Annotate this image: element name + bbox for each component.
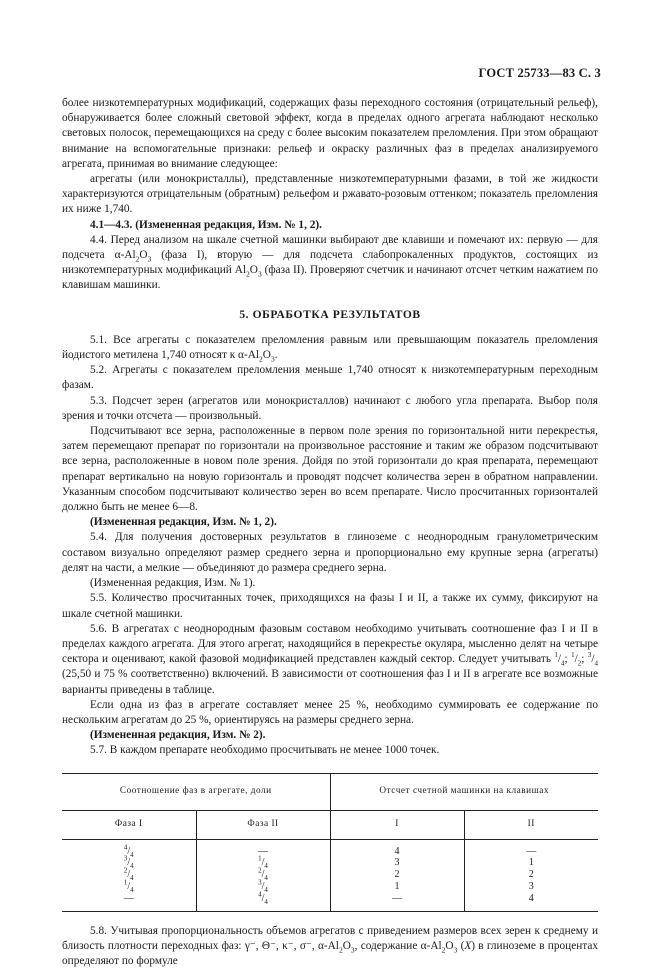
table-cell-phase-2 (196, 839, 330, 911)
text-run: (фаза I), вторую — для подсчета слабопрокаленных продуктов, состоящих из низкотемпературных модификаций Al (62, 249, 598, 277)
text-run: O (342, 939, 351, 952)
paragraph-5-7: 5.7. В каждом препарате необходимо просчитывать не менее 1000 точек. (90, 744, 440, 757)
denominator: 4 (264, 885, 268, 894)
list-item: — (123, 892, 134, 904)
text-run: 4.4. Перед анализом на шкале счетной машинки выбирают две клавиши и помечают их: первую — для подсчета α-Al (62, 233, 598, 262)
numerator: 4 (123, 843, 128, 852)
table-cell-count-2 (464, 839, 598, 911)
paragraph-5-1 (62, 333, 598, 363)
paragraph-5-2: 5.2. Агрегаты с показателем преломления меньше 1,740 относят к низкотемпературным переходным фазам. (62, 364, 598, 392)
table-header-key-1: I (330, 810, 464, 839)
fraction: $^2/_4$ (123, 866, 134, 883)
text-run: . (274, 349, 278, 362)
paragraph-5-4: 5.4. Для получения достоверных результатов в глиноземе с неоднородным гранулометрическим составом визуально определяют размер среднего зерна и пропорционально ему крупные зерна (агрегаты) делят на части, а мелкие — объединяют до размера среднего зерна. (62, 531, 598, 574)
list-item (63, 866, 195, 883)
text-run: O (445, 939, 454, 952)
text-run: 5.6. В агрегатах с неоднородным фазовым составом необходимо учитывать соотношение фаз I и II в пределах каждого агрегата. Для этого агрегат, находящийся в перекрестье окуляра, мысленно делят на четыре сектора и оценивают, какой фазовой модификацией представлен каждый сектор. Следует учитывать (62, 622, 598, 666)
text-run: O (139, 249, 148, 262)
subscript: 3 (350, 944, 355, 954)
denominator: 4 (264, 874, 268, 883)
fraction-quarter: $^1/_4$ (554, 651, 565, 668)
table-cell-phase-1 (62, 839, 196, 911)
table-row (62, 839, 598, 911)
list-item: — (392, 892, 402, 904)
subscript: 3 (270, 354, 275, 364)
phase-2-values (198, 846, 329, 905)
list-item: 4 (394, 845, 400, 857)
text-run: 5.8. Учитывая пропорциональность объемов агрегатов с приведением размеров всех зерен к среднему и близость плотности переходных фаз: γ⁻, Θ⁻, κ⁻, σ⁻, α-Al (62, 924, 598, 952)
list-item: — (526, 845, 537, 857)
paragraph-5-8 (62, 924, 598, 969)
table-header-row (62, 810, 598, 839)
numerator: 1 (123, 878, 128, 887)
table-group-header-count: Отсчет счетной машинки на клавишах (330, 773, 598, 810)
paragraph-5-6: 5.6. В агрегатах с неоднородным фазовым составом необходимо учитывать соотношение фаз I и II в пределах каждого агрегата. Для этого агрегат, находящийся в перекрестье окуляра, мысленно делят на четыре сектора и оценивают, какой фазовой модификацией представлен каждый сектор. Следует учитывать $^1/_4$; $^1/_2$; $^3/_4$ (25,50 и 75 % соответственно) включений. В зависимости от соотношения фаз I и II в агрегате все возможные варианты приведены в таблице. (62, 622, 598, 696)
list-item: 1 (528, 857, 534, 869)
list-item (198, 890, 329, 906)
paragraph-5-3: 5.3. Подсчет зерен (агрегатов или монокристаллов) начинают с любого угла препарата. Выбор поля зрения и точки отсчета — произвольный. (62, 394, 598, 422)
edit-note-5-6: (Измененная редакция, Изм. № 2). (90, 729, 266, 742)
fraction: $^1/_4$ (123, 878, 134, 894)
text-run: ( (457, 939, 465, 952)
subscript: 2 (441, 944, 446, 954)
list-item: 2 (528, 869, 534, 881)
fraction: $^1/_4$ (258, 855, 268, 871)
table-header-key-2: II (464, 810, 598, 839)
text-run: (фаза II). Проверяют счетчик и начинают отсчет четким нажатием по клавишам машинки. (62, 264, 598, 292)
numerator: 3 (587, 651, 592, 660)
numerator: 2 (258, 866, 262, 875)
section-title: 5. ОБРАБОТКА РЕЗУЛЬТАТОВ (239, 308, 421, 321)
page-header: ГОСТ 25733—83 С. 3 (478, 66, 601, 80)
count-1-values (332, 846, 463, 905)
list-item: 2 (394, 869, 400, 881)
list-item (198, 866, 329, 883)
list-item: 1 (394, 880, 400, 892)
list-item: 4 (528, 892, 534, 904)
table-header-phase-2: Фаза II (196, 810, 330, 839)
subscript: 2 (259, 354, 263, 364)
list-item: — (258, 845, 268, 857)
denominator: 4 (561, 659, 565, 668)
list-item (63, 843, 195, 859)
phase-1-values (63, 843, 195, 905)
table-header-group-row (62, 773, 598, 810)
denominator: 4 (264, 862, 268, 871)
denominator: 4 (594, 659, 598, 668)
edit-note-5-3: (Измененная редакция, Изм. № 1, 2). (90, 516, 277, 529)
list-item (198, 878, 329, 894)
numerator: 3 (258, 878, 262, 887)
edit-note-5-4: (Измененная редакция, Изм. № 1). (90, 577, 256, 590)
text-run: (25,50 и 75 % соответственно) включений. В зависимости от соотношения фаз I и II в агрегате все возможные варианты приведены в таблице. (62, 668, 598, 696)
text-run: O (262, 349, 271, 362)
edit-note-4-1: 4.1—4.3. (Измененная редакция, Изм. № 1, 2). (90, 218, 322, 231)
denominator: 2 (577, 659, 582, 668)
count-2-values (466, 846, 598, 905)
paragraph-5-3-counting: Подсчитывают все зерна, расположенные в первом поле зрения по горизонтальной нити перекрестья, затем перемещают препарат по горизонтали на произвольное расстояние и таким же образом подсчитывают все зерна, расположенные в новом поле зрения. Дойдя по этой горизонтали до края препарата, перемещают препарат вертикально на новую горизонталь и проводят подсчет количества зерен в обратном направлении. Указанным способом подсчитывают количество зерен во всем препарате. Число просчитанных горизонталей должно быть не менее 6—8. (62, 425, 598, 514)
denominator: 4 (130, 850, 134, 859)
denominator: 4 (130, 874, 134, 883)
subscript: 2 (338, 944, 343, 954)
paragraph-5-5: 5.5. Количество просчитанных точек, приходящихся на фазы I и II, а также их сумму, фиксируют на шкале счетной машинки. (62, 592, 598, 620)
numerator: 3 (123, 855, 128, 863)
fraction: $^3/_4$ (123, 855, 134, 871)
paragraph-4-4 (62, 233, 598, 294)
numerator: 2 (123, 866, 128, 875)
list-item (63, 878, 195, 894)
subscript: 3 (257, 269, 262, 279)
denominator: 4 (130, 862, 134, 871)
document-body (62, 96, 598, 969)
fraction: $^4/_4$ (258, 890, 268, 906)
text-run: O (249, 264, 258, 277)
fraction: $^2/_4$ (258, 866, 268, 883)
table-group-header-ratio: Соотношение фаз в агрегате, доли (62, 773, 330, 810)
subscript: 3 (147, 254, 152, 264)
list-item (198, 857, 329, 869)
subscript: 3 (453, 944, 458, 954)
numerator: 1 (571, 651, 575, 660)
numerator: 1 (554, 651, 558, 660)
subscript: 2 (246, 269, 250, 279)
paragraph-aggregates: агрегаты (или монокристаллы), представленные низкотемпературными фазами, в той же жидкости характеризуются отрицательным (обратным) рельефом и ржавато-розовым оттенком; показатель преломления их ниже 1,740. (62, 173, 598, 216)
text-run: , содержание α-Al (354, 939, 442, 952)
denominator: 4 (130, 885, 134, 894)
text-run: ) в глиноземе в процентах определяют по формуле (62, 939, 598, 967)
fraction: $^4/_4$ (123, 843, 134, 859)
list-item: 3 (528, 880, 534, 892)
phase-ratio-table (62, 773, 598, 912)
fraction-three-quarters: $^3/_4$ (587, 651, 598, 668)
paragraph-continuation: более низкотемпературных модификаций, содержащих фазы переходного состояния (отрицательный рельеф), обнаруживается более сложный световой эффект, когда в пределах одного агрегата наблюдают несколько световых полосок, перемещающихся на среду с более высоким показателем преломления. При этом обращают внимание на вспомогательные признаки: рельеф и окраску различных фаз в пределах анализируемого агрегата, принимая во внимание следующее: (62, 97, 598, 170)
list-item (63, 857, 195, 869)
numerator: 4 (258, 890, 262, 899)
denominator: 4 (264, 897, 268, 906)
text-run: 5.1. Все агрегаты с показателем преломления равным или превышающим показатель преломления йодистого метилена 1,740 относят к α-Al (62, 333, 598, 362)
table-cell-count-1 (330, 839, 464, 911)
numerator: 1 (258, 855, 262, 863)
list-item: 3 (394, 857, 400, 869)
subscript: 2 (135, 254, 140, 264)
variable-x: X (464, 939, 472, 952)
table-header-phase-1: Фаза I (62, 810, 196, 839)
paragraph-5-6-note: Если одна из фаз в агрегате составляет менее 25 %, необходимо суммировать ее содержание по нескольким агрегатам до 25 %, ориентируясь на размеры среднего зерна. (62, 698, 598, 726)
fraction: $^3/_4$ (258, 878, 268, 894)
fraction-half: $^1/_2$ (571, 651, 582, 668)
